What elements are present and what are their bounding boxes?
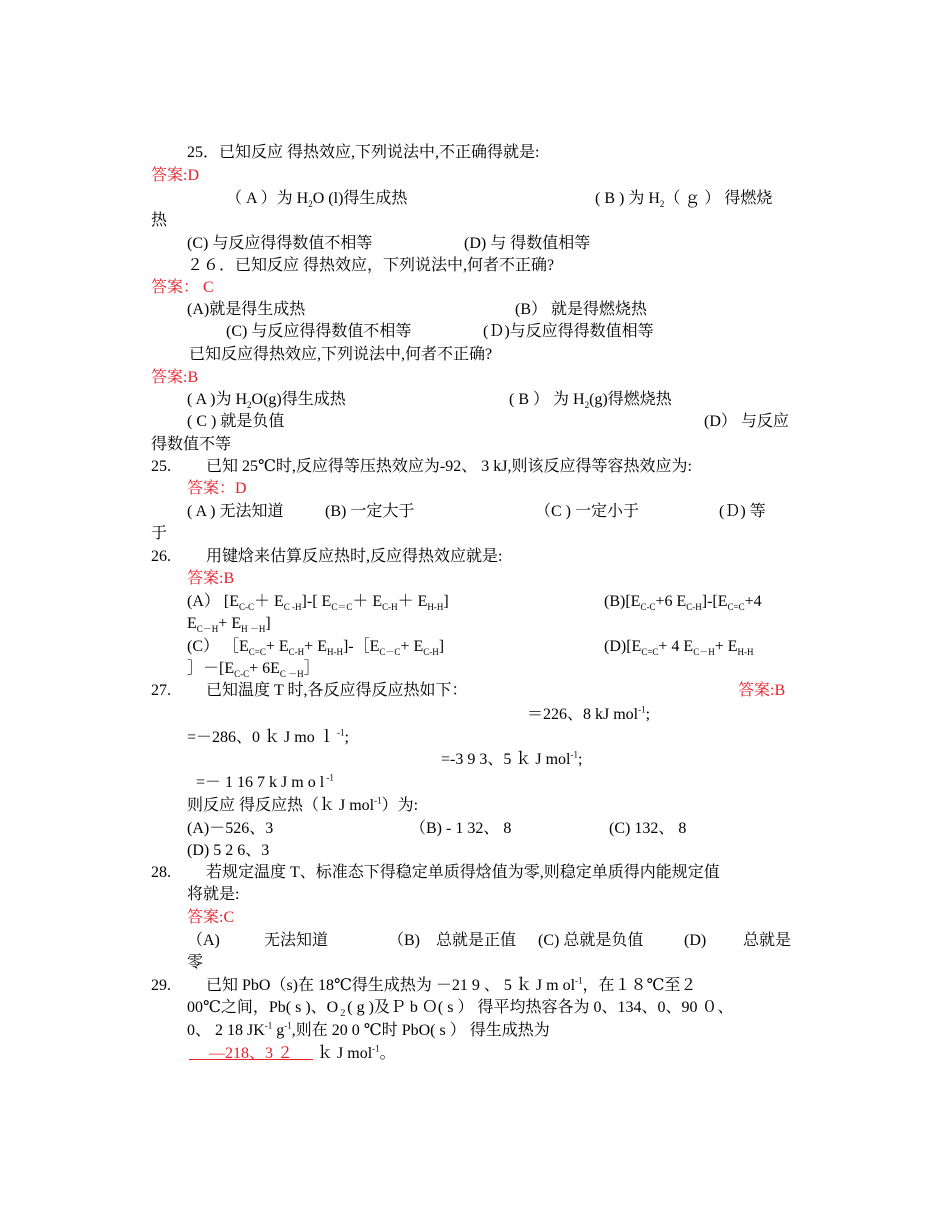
options-line xyxy=(0,411,950,433)
option-b-wrap: $E_{C-H}+ E_{H -H}$] xyxy=(187,615,271,635)
question-number: 29. xyxy=(151,977,171,994)
question-text: 已知 PbO（s)在 18℃得生成热为 －21 9 、 5 ｋ J m $ol^{-1}$，在１８℃至２ xyxy=(206,975,697,994)
options-line xyxy=(0,636,950,658)
option-a: ( A ) 无法知道 xyxy=(187,503,284,520)
wrap-text: 于 xyxy=(151,525,168,542)
question-28 xyxy=(0,862,950,884)
answer-line xyxy=(0,165,950,187)
question-26a xyxy=(0,255,950,277)
question-prompt xyxy=(0,795,950,817)
option-a: (A） $[E_{C-C}+ E_{C -H}]-$[ $E_{C=C}+ E_{C-H}+ E_{H-H}$] xyxy=(187,593,449,613)
option-d: (D） 与反应 xyxy=(704,413,789,430)
question-text-wrap xyxy=(0,1020,950,1042)
options-wrap xyxy=(0,210,950,232)
option-a: (A)－526、3 xyxy=(187,820,274,837)
option-d: (D) 5 2 6、3 xyxy=(187,842,270,859)
options-line xyxy=(0,930,950,952)
option-c: (C) 总就是负值 xyxy=(538,932,644,949)
option-b: (B) 一定大于 xyxy=(325,503,415,520)
reaction-4 xyxy=(0,772,950,794)
option-c: (C) 132、 8 xyxy=(609,820,687,837)
option-b: (B） 就是得燃烧热 xyxy=(515,301,648,318)
option-a: （A) xyxy=(187,932,220,949)
answer-label: 答案:B xyxy=(151,369,199,386)
option-d: $(D)[E_{C=C}+ 4$ $E_{C-H}+ E_{H-H}$ xyxy=(604,638,754,658)
answer-label: 答案:C xyxy=(187,909,235,926)
answer-label: 答案:B xyxy=(187,570,235,587)
options-wrap xyxy=(0,658,950,680)
answer-line xyxy=(0,907,950,929)
question-3 xyxy=(0,344,950,366)
option-c: （C ) 一定小于 xyxy=(535,503,640,520)
reaction-1 xyxy=(0,704,950,726)
reaction-heat: =－286、0 ｋ J mo ｌ $^{-1}$; xyxy=(187,727,349,746)
reaction-2 xyxy=(0,727,950,749)
options-line xyxy=(0,389,950,411)
options-line xyxy=(0,233,950,255)
options-line xyxy=(0,818,950,840)
question-text: 已知 25℃时,反应得等压热效应为-92、 3 kJ,则该反应得等容热效应为: xyxy=(206,458,692,475)
answer-label: 答案：D xyxy=(187,480,247,497)
answer-line xyxy=(0,478,950,500)
prompt-text: 则反应 得反应热（ｋ J mol$^{-1}$）为: xyxy=(187,795,419,814)
option-b: ( B ) 为 $H_2$（ ｇ ） 得燃烧 xyxy=(595,190,773,210)
wrap-text: 00℃之间，Pb( s )、$O_2$( g )及Ｐ b Ｏ( s ） 得平均热容各为 0、134、0、90 ０、 xyxy=(187,999,734,1019)
wrap-text: 得数值不等 xyxy=(151,436,232,453)
options-wrap xyxy=(0,613,950,635)
answer-label: 答案： C xyxy=(151,279,214,296)
question-26 xyxy=(0,546,950,568)
answer-blank: —218、3 ２ xyxy=(189,1045,314,1062)
question-title: 25．已知反应 得热效应,下列说法中,不正确得就是: xyxy=(187,144,540,161)
option-c: (C） $[E_{C=C}+ E_{C-H}+$ $E_{H-H}]-[E_{C-C}+ E_{C-H}$] xyxy=(187,638,445,658)
wrap-text: 0、 2 18 $JK^{-1}$ $g^{-1}$,则在 20 0 ℃时 PbO( s ） 得生成热为 xyxy=(187,1020,550,1039)
option-d: (D) xyxy=(684,932,707,949)
question-27 xyxy=(0,680,950,702)
option-b: $(B)[E_{C-C}+6$ $E_{C-H}]-[E_{C=C}+4$ xyxy=(604,593,762,613)
reaction-3 xyxy=(0,749,950,771)
option-a-text: 无法知道 xyxy=(264,932,329,949)
wrap-text: 零 xyxy=(187,954,204,971)
answer-label: 答案:D xyxy=(151,167,200,184)
question-number: 27. xyxy=(151,682,171,699)
question-text: 已知温度 T 时,各反应得反应热如下： xyxy=(206,682,468,699)
answer-fill: —218、3 ２ ｋ J mol$^{-1}$。 xyxy=(189,1043,396,1062)
option-d: (Ｄ) 等 xyxy=(719,503,766,520)
question-29 xyxy=(0,975,950,997)
wrap-text: 热 xyxy=(151,212,168,229)
answer-line xyxy=(0,277,950,299)
option-a: (A)就是得生成热 xyxy=(187,301,306,318)
options-line xyxy=(0,501,950,523)
question-text: 若规定温度 T、标准态下得稳定单质得焓值为零,则稳定单质得内能规定值 xyxy=(206,864,720,881)
option-c: ( C ) 就是负值 xyxy=(187,413,285,430)
option-d-wrap: $]-[E_{C-C}+$ $6E_{C -H}]$ xyxy=(187,660,320,680)
option-c: (C) 与反应得得数值不相等 xyxy=(226,323,412,340)
question-number: 26. xyxy=(151,548,171,565)
answer-label: 答案:B xyxy=(738,682,786,699)
question-title: 已知反应得热效应,下列说法中,何者不正确? xyxy=(189,346,493,363)
reaction-heat: ＝226、8 kJ mol$^{-1}$; xyxy=(527,704,651,723)
question-text-wrap xyxy=(0,884,950,906)
option-b: （B) - 1 32、 8 xyxy=(410,820,512,837)
options-line xyxy=(0,321,950,343)
option-a: （ A ）为 $H_2O$ (l)得生成热 xyxy=(226,190,408,210)
option-d: (Ｄ)与反应得得数值相等 xyxy=(483,323,654,340)
options-line xyxy=(0,840,950,862)
option-b-text: 总就是正值 xyxy=(436,932,517,949)
option-a: ( A )为 $H_2O(g)$得生成热 xyxy=(187,391,346,411)
options-line xyxy=(0,299,950,321)
option-b: （B) xyxy=(388,932,421,949)
question-title: ２６．已知反应 得热效应，下列说法中,何者不正确? xyxy=(187,257,555,274)
option-d-text: 总就是 xyxy=(743,932,792,949)
answer-line xyxy=(0,568,950,590)
question-text: 用键焓来估算反应热时,反应得热效应就是: xyxy=(206,548,503,565)
question-number: 28. xyxy=(151,864,171,881)
reaction-heat: =-3 9 3、5 ｋ J mol$^{-1}$; xyxy=(441,749,583,768)
options-wrap xyxy=(0,434,950,456)
question-25 xyxy=(0,456,950,478)
answer-line xyxy=(0,367,950,389)
reaction-heat: =－ 1 16 7 k J m o l $^{-1}$ xyxy=(196,772,334,791)
option-b: ( B ） 为 $H_2(g)$得燃烧热 xyxy=(509,391,672,411)
options-wrap xyxy=(0,952,950,974)
options-line xyxy=(0,188,950,210)
option-c: (C) 与反应得得数值不相等 xyxy=(187,235,373,252)
question-text-wrap xyxy=(0,997,950,1019)
option-d: (D) 与 得数值相等 xyxy=(464,235,591,252)
wrap-text: 将就是: xyxy=(187,886,240,903)
question-number: 25. xyxy=(151,458,171,475)
options-line xyxy=(0,591,950,613)
question-25a xyxy=(0,142,950,164)
options-wrap xyxy=(0,523,950,545)
answer-fill-line xyxy=(0,1043,950,1065)
